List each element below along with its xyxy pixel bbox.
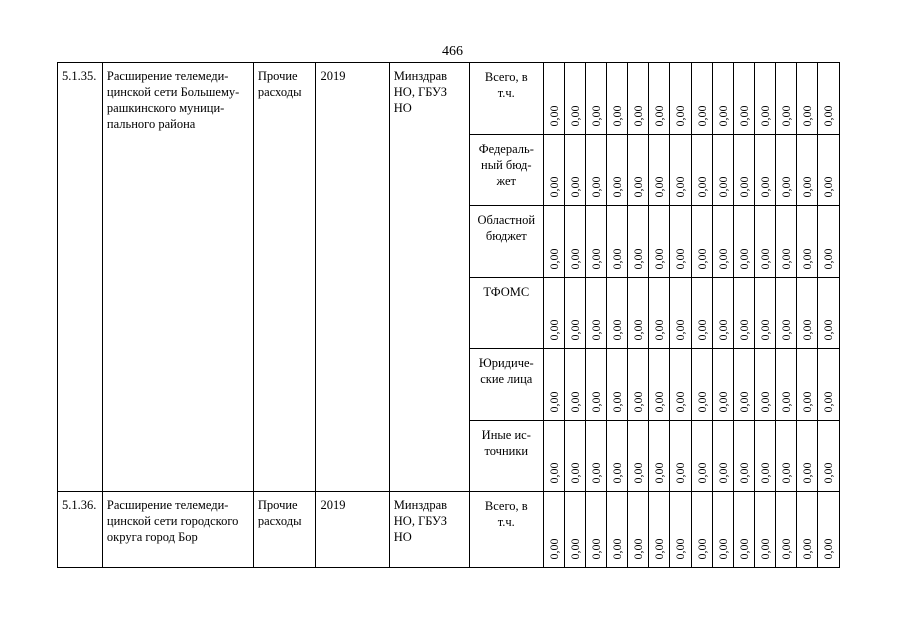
value-text: 0,00 [631, 105, 646, 127]
value-cell [733, 63, 754, 135]
value-text: 0,00 [758, 105, 773, 127]
value-text: 0,00 [758, 538, 773, 560]
value-text: 0,00 [715, 105, 730, 127]
value-cell [606, 278, 627, 349]
value-cell [585, 492, 606, 568]
value-cell [543, 206, 564, 278]
value-cell [754, 206, 775, 278]
value-cell [649, 278, 670, 349]
value-text: 0,00 [758, 391, 773, 413]
value-cell [797, 492, 818, 568]
value-text: 0,00 [736, 248, 751, 270]
value-cell [670, 349, 691, 421]
value-text: 0,00 [588, 319, 603, 341]
value-text: 0,00 [546, 391, 561, 413]
value-cell [691, 349, 712, 421]
value-text: 0,00 [673, 105, 688, 127]
value-cell [733, 492, 754, 568]
value-cell [564, 63, 585, 135]
value-cell [712, 492, 733, 568]
value-cell [628, 421, 649, 492]
table-row [58, 63, 905, 135]
value-cell [564, 492, 585, 568]
value-cell [797, 278, 818, 349]
value-text: 0,00 [736, 538, 751, 560]
value-cell [649, 349, 670, 421]
value-cell [733, 278, 754, 349]
value-cell [691, 421, 712, 492]
value-text: 0,00 [673, 176, 688, 198]
item-number: 5.1.36. [58, 492, 103, 568]
funding-source: Областной бюджет [470, 206, 544, 278]
value-cell [797, 421, 818, 492]
value-text: 0,00 [546, 176, 561, 198]
item-name: Расширение телемеди- цинской сети городского округа город Бор [102, 492, 253, 568]
value-cell [564, 421, 585, 492]
value-text: 0,00 [610, 319, 625, 341]
value-text: 0,00 [546, 538, 561, 560]
value-text: 0,00 [631, 391, 646, 413]
budget-table [57, 62, 905, 568]
year: 2019 [316, 492, 389, 568]
value-text: 0,00 [821, 462, 836, 484]
value-cell [712, 63, 733, 135]
value-cell [606, 492, 627, 568]
value-text: 0,00 [567, 176, 582, 198]
value-text: 0,00 [821, 105, 836, 127]
value-text: 0,00 [694, 538, 709, 560]
value-cell [649, 421, 670, 492]
value-cell [797, 63, 818, 135]
value-cell [564, 278, 585, 349]
value-text: 0,00 [673, 319, 688, 341]
value-text: 0,00 [631, 176, 646, 198]
value-cell [543, 63, 564, 135]
value-text: 0,00 [652, 248, 667, 270]
value-text: 0,00 [736, 319, 751, 341]
value-cell [564, 349, 585, 421]
value-text: 0,00 [567, 538, 582, 560]
value-cell [606, 206, 627, 278]
value-cell [628, 492, 649, 568]
executor: Минздрав НО, ГБУЗ НО [389, 492, 469, 568]
value-cell [670, 278, 691, 349]
expense-type: Прочие расходы [253, 63, 316, 492]
value-text: 0,00 [715, 319, 730, 341]
value-text: 0,00 [800, 462, 815, 484]
value-text: 0,00 [800, 176, 815, 198]
value-text: 0,00 [673, 462, 688, 484]
value-cell [670, 206, 691, 278]
value-text: 0,00 [821, 538, 836, 560]
value-cell [712, 135, 733, 206]
value-text: 0,00 [610, 176, 625, 198]
value-cell [628, 135, 649, 206]
value-cell [754, 492, 775, 568]
value-cell [776, 349, 797, 421]
funding-source: Иные ис- точники [470, 421, 544, 492]
value-text: 0,00 [736, 462, 751, 484]
value-text: 0,00 [546, 319, 561, 341]
value-cell [628, 349, 649, 421]
value-text: 0,00 [821, 248, 836, 270]
value-text: 0,00 [758, 462, 773, 484]
value-text: 0,00 [567, 319, 582, 341]
value-text: 0,00 [673, 248, 688, 270]
value-text: 0,00 [694, 248, 709, 270]
funding-source: Юридиче- ские лица [470, 349, 544, 421]
value-text: 0,00 [610, 391, 625, 413]
value-text: 0,00 [652, 176, 667, 198]
value-text: 0,00 [567, 105, 582, 127]
page-number: 466 [442, 44, 463, 59]
value-cell [606, 63, 627, 135]
value-cell [585, 421, 606, 492]
funding-source: Федераль- ный бюд- жет [470, 135, 544, 206]
expense-type: Прочие расходы [253, 492, 316, 568]
value-cell [776, 206, 797, 278]
value-text: 0,00 [694, 319, 709, 341]
value-cell [649, 206, 670, 278]
value-cell [649, 63, 670, 135]
value-cell [691, 492, 712, 568]
value-text: 0,00 [588, 462, 603, 484]
value-cell [776, 421, 797, 492]
value-cell [733, 135, 754, 206]
value-text: 0,00 [758, 176, 773, 198]
value-cell [754, 135, 775, 206]
value-cell [712, 206, 733, 278]
value-text: 0,00 [588, 176, 603, 198]
value-text: 0,00 [736, 391, 751, 413]
value-cell [543, 349, 564, 421]
value-text: 0,00 [800, 538, 815, 560]
value-text: 0,00 [546, 462, 561, 484]
value-text: 0,00 [652, 391, 667, 413]
value-text: 0,00 [631, 538, 646, 560]
value-text: 0,00 [567, 391, 582, 413]
value-cell [606, 421, 627, 492]
value-cell [670, 492, 691, 568]
value-cell [628, 278, 649, 349]
value-text: 0,00 [694, 105, 709, 127]
value-cell [670, 63, 691, 135]
value-cell [628, 63, 649, 135]
value-text: 0,00 [715, 538, 730, 560]
value-text: 0,00 [779, 319, 794, 341]
value-cell [543, 492, 564, 568]
value-text: 0,00 [652, 462, 667, 484]
value-cell [585, 206, 606, 278]
value-cell [691, 63, 712, 135]
value-cell [797, 206, 818, 278]
value-cell [585, 63, 606, 135]
value-text: 0,00 [610, 538, 625, 560]
value-text: 0,00 [821, 319, 836, 341]
value-cell [670, 421, 691, 492]
value-text: 0,00 [694, 176, 709, 198]
value-cell [712, 278, 733, 349]
value-cell [797, 135, 818, 206]
value-cell [691, 278, 712, 349]
value-cell [606, 349, 627, 421]
value-cell [818, 206, 839, 278]
value-cell [543, 278, 564, 349]
value-cell [649, 492, 670, 568]
value-text: 0,00 [546, 248, 561, 270]
value-cell [691, 135, 712, 206]
value-cell [754, 421, 775, 492]
value-cell [754, 349, 775, 421]
value-cell [628, 206, 649, 278]
value-text: 0,00 [800, 319, 815, 341]
value-text: 0,00 [779, 538, 794, 560]
value-cell [776, 63, 797, 135]
value-text: 0,00 [652, 319, 667, 341]
value-cell [564, 135, 585, 206]
value-text: 0,00 [779, 248, 794, 270]
value-text: 0,00 [694, 462, 709, 484]
value-cell [712, 349, 733, 421]
value-text: 0,00 [631, 319, 646, 341]
value-cell [818, 278, 839, 349]
value-cell [818, 421, 839, 492]
value-text: 0,00 [821, 176, 836, 198]
value-text: 0,00 [779, 105, 794, 127]
value-text: 0,00 [610, 248, 625, 270]
item-number: 5.1.35. [58, 63, 103, 492]
value-cell [733, 421, 754, 492]
value-cell [776, 135, 797, 206]
value-cell [818, 63, 839, 135]
value-text: 0,00 [694, 391, 709, 413]
value-text: 0,00 [610, 105, 625, 127]
item-name: Расширение телемеди- цинской сети Большему- рашкинского муници- пального района [102, 63, 253, 492]
value-cell [733, 349, 754, 421]
value-cell [543, 135, 564, 206]
value-cell [818, 492, 839, 568]
value-cell [776, 278, 797, 349]
value-cell [712, 421, 733, 492]
value-text: 0,00 [758, 248, 773, 270]
value-cell [585, 278, 606, 349]
value-text: 0,00 [736, 176, 751, 198]
table-row [58, 492, 905, 568]
value-text: 0,00 [715, 248, 730, 270]
value-text: 0,00 [715, 176, 730, 198]
funding-source: Всего, в т.ч. [470, 492, 544, 568]
value-text: 0,00 [715, 462, 730, 484]
funding-source: ТФОМС [470, 278, 544, 349]
value-text: 0,00 [673, 538, 688, 560]
value-cell [585, 135, 606, 206]
value-cell [754, 278, 775, 349]
value-text: 0,00 [652, 105, 667, 127]
value-text: 0,00 [546, 105, 561, 127]
value-text: 0,00 [588, 248, 603, 270]
executor: Минздрав НО, ГБУЗ НО [389, 63, 469, 492]
value-text: 0,00 [588, 105, 603, 127]
value-cell [670, 135, 691, 206]
value-cell [691, 206, 712, 278]
value-text: 0,00 [567, 248, 582, 270]
value-text: 0,00 [779, 176, 794, 198]
value-text: 0,00 [800, 105, 815, 127]
value-text: 0,00 [779, 462, 794, 484]
value-cell [818, 349, 839, 421]
value-text: 0,00 [758, 319, 773, 341]
value-text: 0,00 [673, 391, 688, 413]
value-text: 0,00 [736, 105, 751, 127]
value-text: 0,00 [588, 391, 603, 413]
value-cell [754, 63, 775, 135]
value-text: 0,00 [779, 391, 794, 413]
year: 2019 [316, 63, 389, 492]
value-cell [776, 492, 797, 568]
value-text: 0,00 [567, 462, 582, 484]
value-cell [797, 349, 818, 421]
value-text: 0,00 [800, 248, 815, 270]
value-text: 0,00 [800, 391, 815, 413]
value-text: 0,00 [631, 462, 646, 484]
value-text: 0,00 [610, 462, 625, 484]
value-text: 0,00 [631, 248, 646, 270]
value-cell [564, 206, 585, 278]
value-cell [543, 421, 564, 492]
value-cell [818, 135, 839, 206]
value-cell [585, 349, 606, 421]
value-cell [733, 206, 754, 278]
value-cell [649, 135, 670, 206]
value-text: 0,00 [588, 538, 603, 560]
value-text: 0,00 [821, 391, 836, 413]
value-cell [606, 135, 627, 206]
value-text: 0,00 [715, 391, 730, 413]
funding-source: Всего, в т.ч. [470, 63, 544, 135]
value-text: 0,00 [652, 538, 667, 560]
